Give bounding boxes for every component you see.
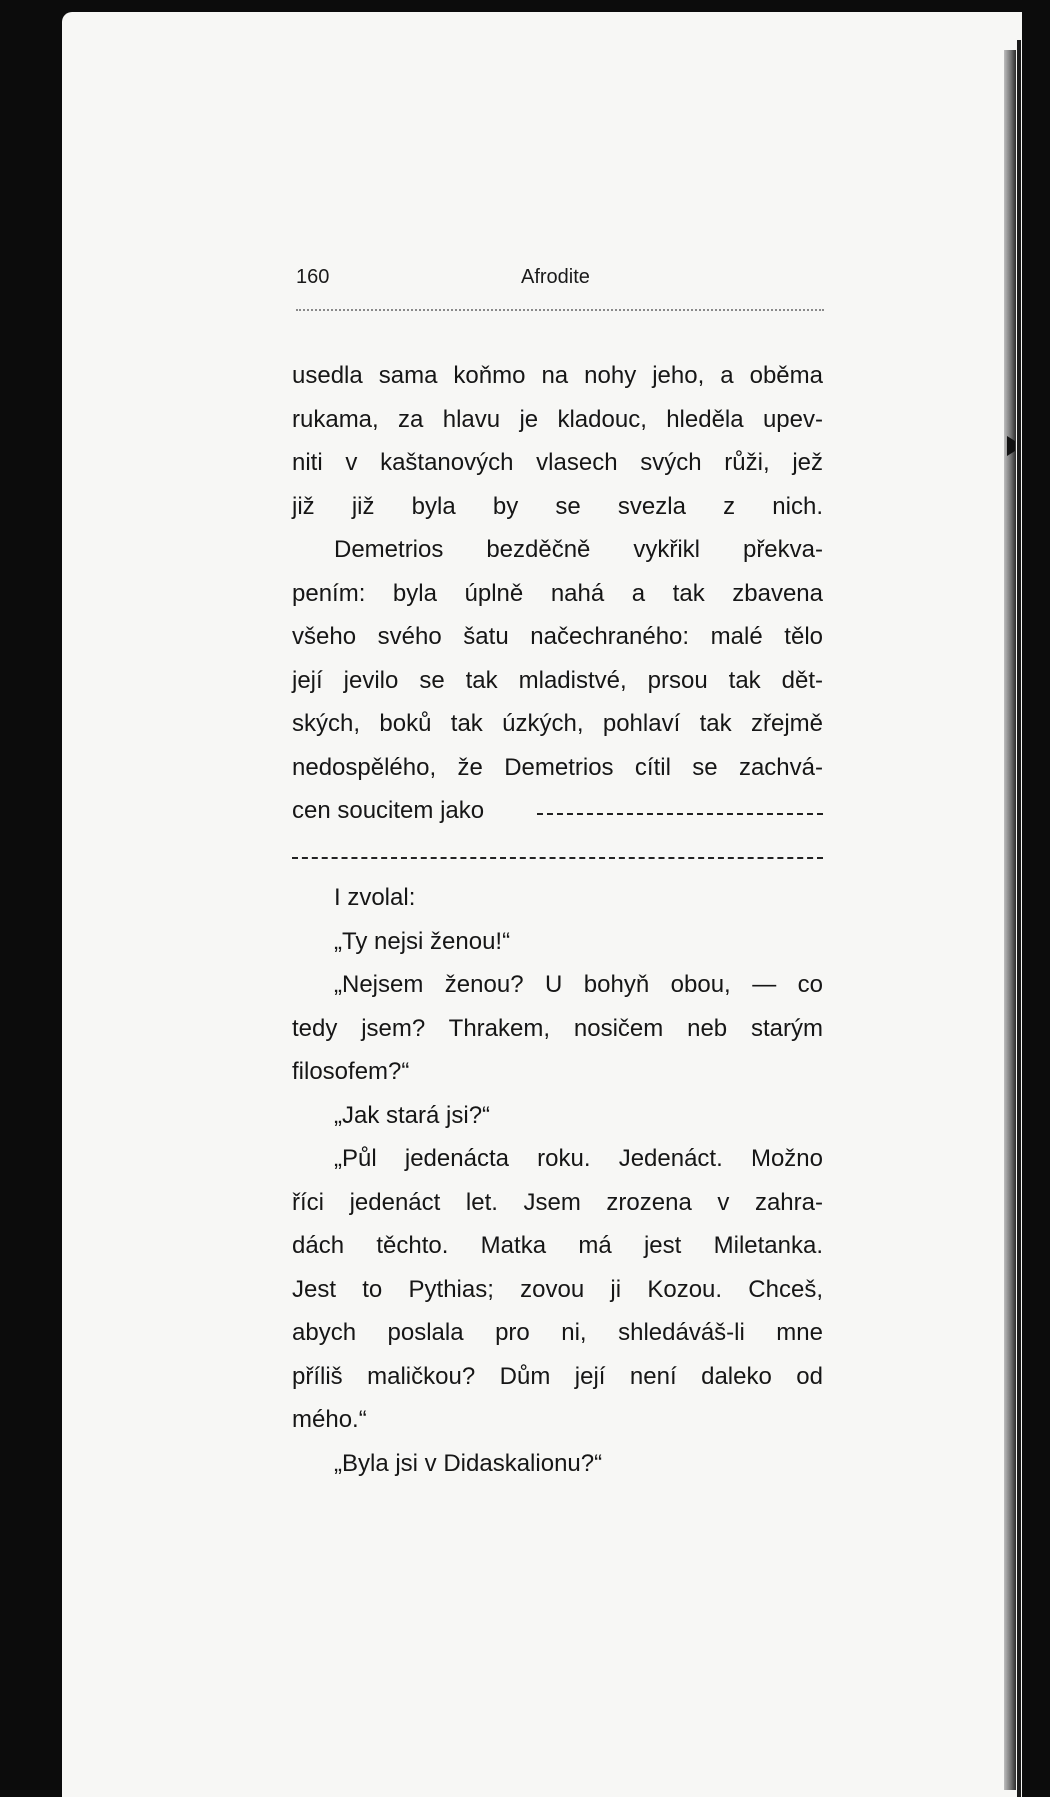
running-title: Afrodite [521,266,590,288]
body-text [292,354,823,1485]
text-line: mého.“ [292,1406,367,1433]
text-line: dách těchto. Matka má jest Miletanka. [292,1232,823,1259]
text-line: příliš maličkou? Dům její není daleko od [292,1362,823,1390]
text-line: I zvolal: [334,884,416,911]
text-line: nedospělého, že Demetrios cítil se zachvá- [292,753,823,781]
text-line: cen soucitem jako [292,797,485,824]
text-line: rukama, za hlavu je kladouc, hleděla upev- [292,405,823,433]
margin-mark-icon [1007,436,1025,456]
text-line: již již byla by se svezla z nich. [292,492,823,520]
text-line: filosofem?“ [292,1058,410,1085]
text-line: Demetrios bezděčně vykřikl překva- [334,536,823,563]
page-edge-shadow [1004,50,1016,1790]
text-line: usedla sama koňmo na nohy jeho, a oběma [292,362,823,389]
header-rule [296,309,824,311]
text-line: její jevilo se tak mladistvé, prsou tak dět- [292,666,823,694]
text-line: niti v kaštanových vlasech svých růži, jež [292,449,823,476]
text-line: tedy jsem? Thrakem, nosičem neb starým [292,1014,823,1042]
text-line: „Nejsem ženou? U bohyň obou, — co [334,971,823,998]
page-edge-line [1017,40,1021,1797]
text-line: „Jak stará jsi?“ [334,1101,491,1129]
running-header [296,266,826,296]
censor-dashes-line [292,833,823,877]
text-line: všeho svého šatu načechraného: malé tělo [292,623,823,650]
censor-dashes [537,813,823,815]
text-line: abych poslala pro ni, shledáváš-li mne [292,1319,823,1346]
page-number: 160 [296,266,330,288]
text-line-with-dashes [292,789,823,833]
text-line: Jest to Pythias; zovou ji Kozou. Chceš, [292,1275,823,1303]
text-line: „Půl jedenácta roku. Jedenáct. Možno [334,1145,823,1172]
text-line: „Byla jsi v Didaskalionu?“ [334,1449,603,1477]
text-line: „Ty nejsi ženou!“ [334,927,511,955]
text-line: říci jedenáct let. Jsem zrozena v zahra- [292,1188,823,1216]
text-line: pením: byla úplně nahá a tak zbavena [292,579,823,607]
text-line: ských, boků tak úzkých, pohlaví tak zřejmě [292,710,823,737]
